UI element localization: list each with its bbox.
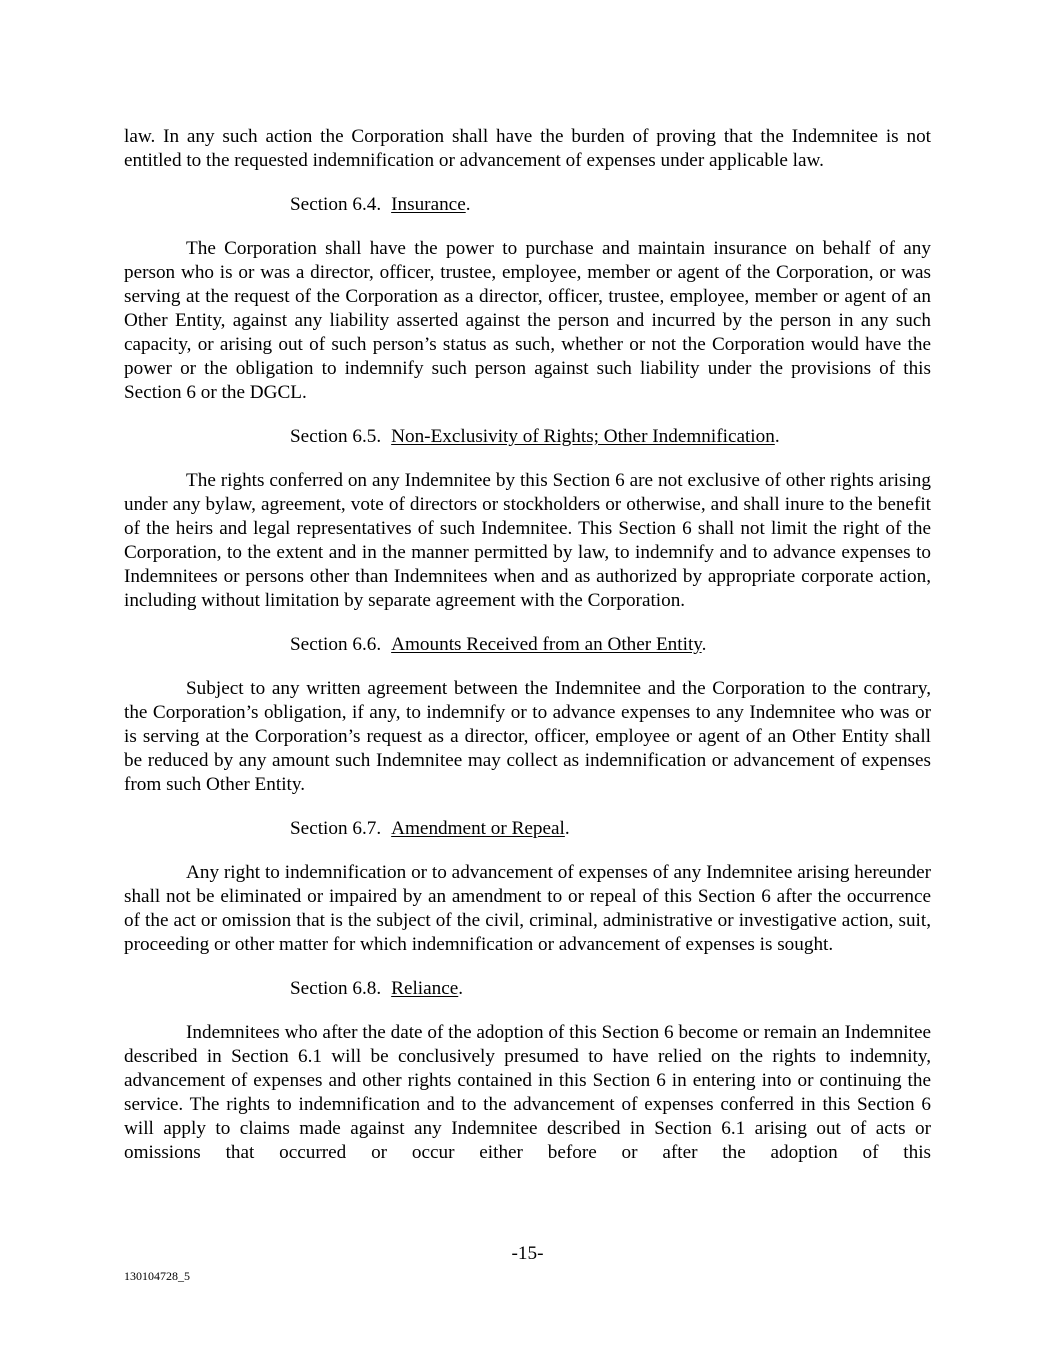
section-period: . (701, 634, 707, 655)
section-heading-6-6 (124, 633, 931, 657)
section-heading-6-7 (124, 817, 931, 841)
section-title: Reliance (391, 978, 459, 999)
section-number: Section 6.4. (290, 194, 382, 215)
section-heading-6-4 (124, 193, 931, 217)
document-page (124, 125, 931, 1185)
section-number: Section 6.8. (290, 978, 382, 999)
section-number: Section 6.7. (290, 818, 382, 839)
section-title: Insurance (391, 194, 466, 215)
section-title: Amendment or Repeal (391, 818, 565, 839)
section-period: . (465, 194, 471, 215)
paragraph-other-entity: Subject to any written agreement between the Indemnitee and the Corporation to the contrary, the Corporation’s obligation, if any, to indemnify or to advance expenses to any Indemnitee who was or is serving at the Corporation’s request as a director, officer, employee or agent of an Other Entity shall be reduced by any amount such Indemnitee may collect as indemnification or advancement of expenses from such Other Entity. (124, 678, 931, 795)
section-number: Section 6.5. (290, 426, 382, 447)
section-period: . (564, 818, 570, 839)
section-period: . (774, 426, 780, 447)
paragraph-insurance: The Corporation shall have the power to purchase and maintain insurance on behalf of any person who is or was a director, officer, trustee, employee, member or agent of the Corporation, or was serving at the request of the Corporation as a director, officer, trustee, employee, member or agent of an Other Entity, against any liability asserted against the person and incurred by the person in any such capacity, or arising out of such person’s status as such, whether or not the Corporation would have the power or the obligation to indemnify such person against such liability under the provisions of this Section 6 or the DGCL. (124, 238, 931, 403)
document-id: 130104728_5 (124, 1269, 190, 1283)
section-title: Amounts Received from an Other Entity (391, 634, 702, 655)
paragraph-continuation: law. In any such action the Corporation shall have the burden of proving that the Indemnitee is not entitled to the requested indemnification or advancement of expenses under applicable law. (124, 126, 931, 171)
section-heading-6-8 (124, 977, 931, 1001)
page-number: -15- (511, 1243, 544, 1264)
section-heading-6-5 (124, 425, 931, 449)
paragraph-reliance: Indemnitees who after the date of the adoption of this Section 6 become or remain an Indemnitee described in Section 6.1 will be conclusively presumed to have relied on the rights to indemnity, advancement of expenses and other rights contained in this Section 6 in entering into or continuing the service. The rights to indemnification and to the advancement of expenses conferred in this Section 6 will apply to claims made against any Indemnitee described in Section 6.1 arising out of acts or omissions that occurred or occur either before or after the adoption of this (124, 1022, 931, 1163)
section-period: . (458, 978, 464, 999)
paragraph-amendment: Any right to indemnification or to advancement of expenses of any Indemnitee arising hereunder shall not be eliminated or impaired by an amendment to or repeal of this Section 6 after the occurrence of the act or omission that is the subject of the civil, criminal, administrative or investigative action, suit, proceeding or other matter for which indemnification or advancement of expenses is sought. (124, 862, 931, 955)
section-number: Section 6.6. (290, 634, 382, 655)
section-title: Non-Exclusivity of Rights; Other Indemnification (391, 426, 775, 447)
paragraph-non-exclusivity: The rights conferred on any Indemnitee by this Section 6 are not exclusive of other rights arising under any bylaw, agreement, vote of directors or stockholders or otherwise, and shall inure to the benefit of the heirs and legal representatives of such Indemnitee. This Section 6 shall not limit the right of the Corporation, to the extent and in the manner permitted by law, to indemnify and to advance expenses to Indemnitees or persons other than Indemnitees when and as authorized by appropriate corporate action, including without limitation by separate agreement with the Corporation. (124, 470, 931, 611)
